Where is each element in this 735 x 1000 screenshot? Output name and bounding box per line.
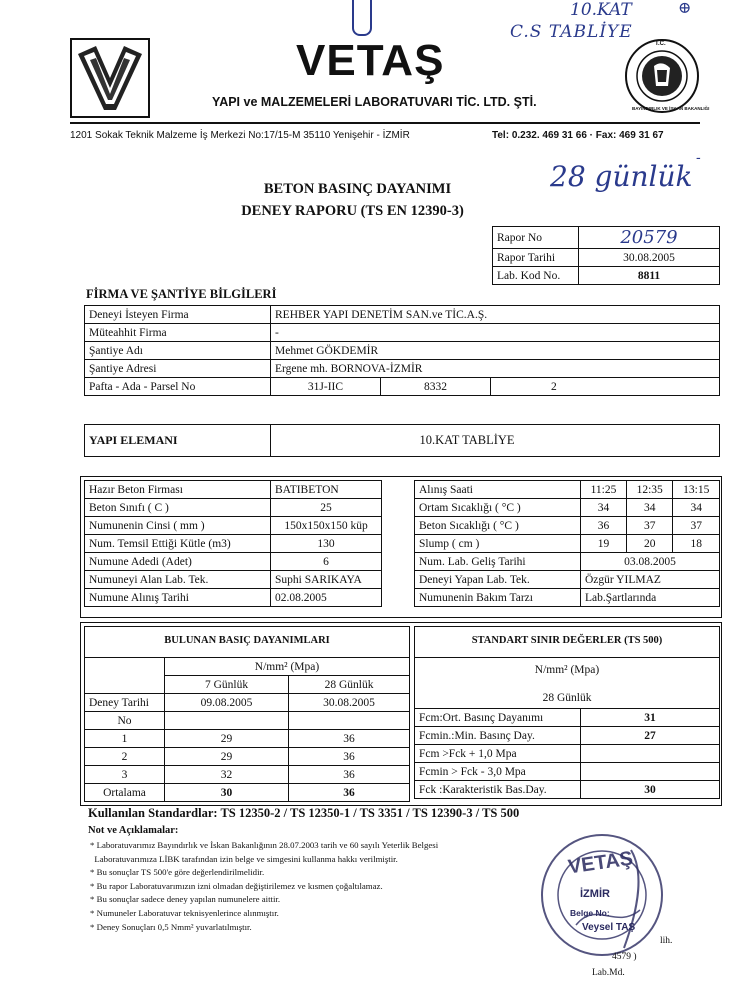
result-28: 36 [289, 748, 410, 766]
sample-value: 18 [673, 535, 720, 553]
report-info-table [492, 226, 720, 285]
handwritten-note-line2: C.S TABLİYE [510, 22, 633, 42]
parcel-label: Pafta - Ada - Parsel No [85, 378, 271, 396]
sample-label: Slump ( cm ) [415, 535, 581, 553]
company-phone: Tel: 0.232. 469 31 66 · Fax: 469 31 67 [492, 130, 664, 141]
concrete-label: Numuneyi Alan Lab. Tek. [85, 571, 271, 589]
element-value: 10.KAT TABLİYE [271, 425, 720, 457]
sample-value: 37 [626, 517, 673, 535]
table-row: 1 [85, 730, 165, 748]
sample-label: Ortam Sıcaklığı ( °C ) [415, 499, 581, 517]
limits-heading: STANDART SINIR DEĞERLER (TS 500) [471, 635, 663, 646]
sample-value: 36 [581, 517, 627, 535]
handwritten-age-note: 28 günlük [550, 160, 693, 193]
sample-value: 03.08.2005 [581, 553, 720, 571]
firm-row-value: - [271, 324, 720, 342]
pafta-value: 31J-IIC [271, 378, 381, 396]
result-28: 36 [289, 730, 410, 748]
sample-value: 13:15 [673, 481, 720, 499]
element-label: YAPI ELEMANI [85, 425, 271, 457]
sample-value: 11:25 [581, 481, 627, 499]
list-item: Laboratuvarımıza LİBK tarafından izin belge ve simgesini kullanma hakkı verilmiştir. [94, 853, 398, 864]
report-date-label: Rapor Tarihi [493, 249, 579, 267]
seal-ring-text: BAYINDIRLIK VE İSKAN BAKANLIĞI [632, 106, 710, 111]
results-blank [85, 658, 165, 694]
col-28-days: 28 Günlük [289, 676, 410, 694]
result-7: 32 [165, 766, 289, 784]
limit-value: 31 [581, 709, 720, 727]
limit-value: 27 [581, 727, 720, 745]
stamp-name: VETAŞ [566, 847, 635, 879]
result-28: 36 [289, 766, 410, 784]
concrete-left-table [84, 480, 382, 607]
firm-row-value: Mehmet GÖKDEMİR [271, 342, 720, 360]
report-no-label: Rapor No [493, 227, 579, 249]
concrete-right-table [414, 480, 720, 607]
sample-label: Alınış Saati [415, 481, 581, 499]
list-item: * Laboratuvarımız Bayındırlık ve İskan Bakanlığının 28.07.2003 tarih ve 60 sayılı Yeterlik Belgesi [90, 840, 439, 850]
table-row: 2 [85, 748, 165, 766]
empty-cell [165, 712, 289, 730]
limit-label: Fck :Karakteristik Bas.Day. [415, 781, 581, 799]
no-label: No [85, 712, 165, 730]
lab-code-label: Lab. Kod No. [493, 267, 579, 285]
firm-heading: FİRMA VE ŞANTİYE BİLGİLERİ [86, 287, 277, 301]
sample-value: 37 [673, 517, 720, 535]
firm-table [84, 305, 720, 396]
stamp-doc-label: Belge No: [570, 908, 610, 918]
report-title-line1: BETON BASINÇ DAYANIMI [263, 181, 452, 197]
sample-label: Num. Lab. Geliş Tarihi [415, 553, 581, 571]
concrete-value: 6 [271, 553, 382, 571]
stamp-city: İZMİR [580, 888, 610, 900]
sample-value: 34 [626, 499, 673, 517]
list-item: * Numuneler Laboratuvar teknisyenlerince alınmıştır. [90, 907, 279, 918]
lab-code-value: 8811 [579, 267, 720, 285]
company-name: VETAŞ [296, 36, 445, 85]
results-table [84, 657, 410, 802]
sample-label: Numunenin Bakım Tarzı [415, 589, 581, 607]
sample-value: 20 [626, 535, 673, 553]
handwritten-dash: - [696, 150, 701, 166]
average-label: Ortalama [85, 784, 165, 802]
notes-list [90, 839, 438, 934]
limit-label: Fcmin.:Min. Basınç Day. [415, 727, 581, 745]
concrete-label: Numune Adedi (Adet) [85, 553, 271, 571]
sample-value: 34 [673, 499, 720, 517]
firm-row-value: REHBER YAPI DENETİM SAN.ve TİC.A.Ş. [271, 306, 720, 324]
list-item: * Bu sonuçlar TS 500'e göre değerlendirilmelidir. [90, 867, 265, 878]
sample-value: 34 [581, 499, 627, 517]
standards-line: Kullanılan Standardlar: TS 12350-2 / TS 12350-1 / TS 3351 / TS 12390-3 / TS 500 [88, 806, 520, 820]
limits-age: 28 Günlük [542, 692, 592, 704]
result-7: 29 [165, 748, 289, 766]
limit-value: 30 [581, 781, 720, 799]
test-date-7: 09.08.2005 [165, 694, 289, 712]
company-subtitle: YAPI ve MALZEMELERİ LABORATUVARI TİC. LTD. ŞTİ. [212, 95, 537, 109]
sample-value: 19 [581, 535, 627, 553]
ada-value: 8332 [381, 378, 491, 396]
seal-top-label: T.C. [655, 41, 666, 47]
firm-row-label: Müteahhit Firma [85, 324, 271, 342]
list-item: * Deney Sonuçları 0,5 Nmm² yuvarlatılmıştır. [90, 921, 252, 932]
sample-label: Beton Sıcaklığı ( °C ) [415, 517, 581, 535]
handwritten-symbol: ⊕ [678, 0, 692, 17]
report-date-value: 30.08.2005 [579, 249, 720, 267]
limit-label: Fcm >Fck + 1,0 Mpa [415, 745, 581, 763]
sample-value: 12:35 [626, 481, 673, 499]
stamp-person: Veysel TAŞ [582, 922, 636, 933]
stamp-title: Lab.Md. [592, 968, 625, 978]
header-divider [70, 122, 700, 124]
concrete-label: Numune Alınış Tarihi [85, 589, 271, 607]
stamp-partial: lih. [660, 936, 673, 946]
firm-row-label: Şantiye Adresi [85, 360, 271, 378]
limit-label: Fcm:Ort. Basınç Dayanımı [415, 709, 581, 727]
average-28: 36 [289, 784, 410, 802]
concrete-label: Numunenin Cinsi ( mm ) [85, 517, 271, 535]
limit-value [581, 745, 720, 763]
sample-value: Lab.Şartlarında [581, 589, 720, 607]
concrete-value: 130 [271, 535, 382, 553]
notes-heading: Not ve Açıklamalar: [88, 825, 179, 836]
concrete-value: BATIBETON [271, 481, 382, 499]
result-7: 29 [165, 730, 289, 748]
concrete-value: 25 [271, 499, 382, 517]
list-item: * Bu sonuçlar sadece deney yapılan numunelere aittir. [90, 894, 281, 905]
ministry-seal [624, 38, 700, 114]
list-item: * Bu rapor Laboratuvarımızın izni olmadan değiştirilemez ve kısmen çoğaltılamaz. [90, 880, 383, 891]
limit-value [581, 763, 720, 781]
empty-cell [289, 712, 410, 730]
concrete-label: Hazır Beton Firması [85, 481, 271, 499]
results-unit: N/mm² (Mpa) [165, 658, 410, 676]
report-title-line2: DENEY RAPORU (TS EN 12390-3) [241, 203, 464, 219]
element-table [84, 424, 720, 457]
firm-row-label: Deneyi İsteyen Firma [85, 306, 271, 324]
average-7: 30 [165, 784, 289, 802]
handwritten-mark [352, 0, 372, 36]
firm-row-value: Ergene mh. BORNOVA-İZMİR [271, 360, 720, 378]
col-7-days: 7 Günlük [165, 676, 289, 694]
concrete-value: 150x150x150 küp [271, 517, 382, 535]
limits-table [414, 708, 720, 799]
stamp-number: 4579 ) [612, 952, 637, 962]
test-date-28: 30.08.2005 [289, 694, 410, 712]
concrete-label: Num. Temsil Ettiği Kütle (m3) [85, 535, 271, 553]
results-heading: BULUNAN BASIÇ DAYANIMLARI [164, 635, 330, 646]
limits-unit: N/mm² (Mpa) [534, 664, 600, 676]
parsel-value: 2 [491, 378, 720, 396]
handwritten-note-line1: 10.KAT [570, 0, 632, 20]
report-no-value: 20579 [579, 227, 720, 249]
test-date-label: Deney Tarihi [85, 694, 165, 712]
sample-value: Özgür YILMAZ [581, 571, 720, 589]
sample-label: Deneyi Yapan Lab. Tek. [415, 571, 581, 589]
concrete-value: 02.08.2005 [271, 589, 382, 607]
table-row: 3 [85, 766, 165, 784]
limit-label: Fcmin > Fck - 3,0 Mpa [415, 763, 581, 781]
concrete-label: Beton Sınıfı ( C ) [85, 499, 271, 517]
firm-row-label: Şantiye Adı [85, 342, 271, 360]
concrete-value: Suphi SARIKAYA [271, 571, 382, 589]
company-address: 1201 Sokak Teknik Malzeme İş Merkezi No:17/15-M 35110 Yenişehir - İZMİR [70, 130, 410, 141]
company-logo [70, 38, 150, 118]
